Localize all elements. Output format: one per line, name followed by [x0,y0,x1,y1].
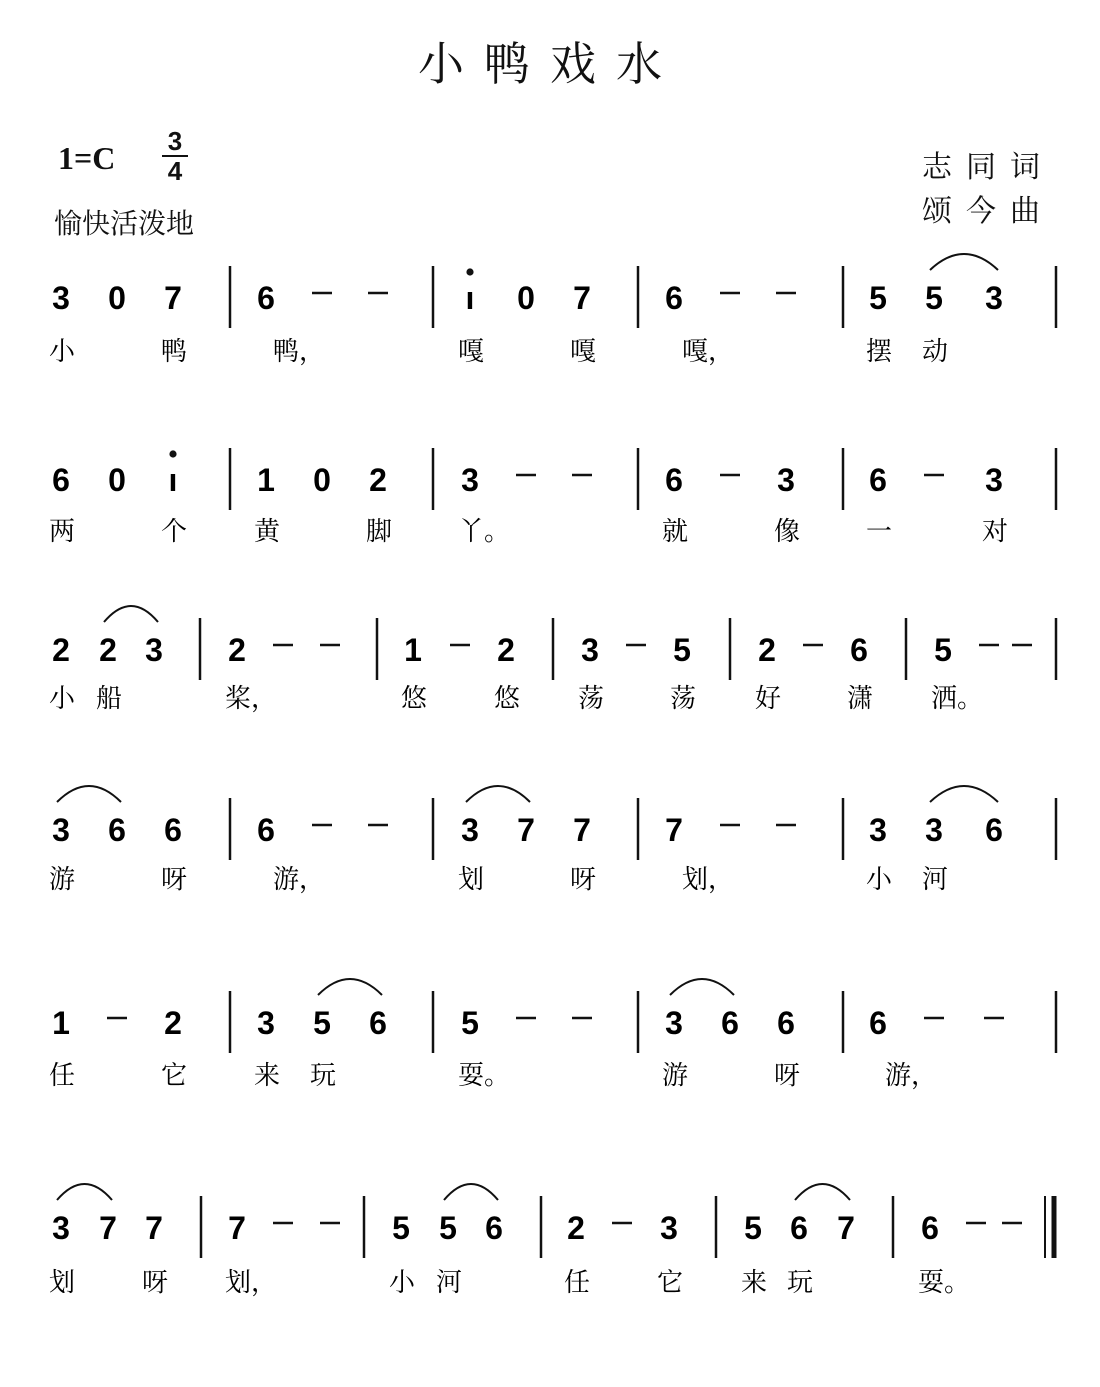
note: 7 [573,812,591,848]
lyric-syllable: 嘎 [458,337,485,367]
key-signature: 1=C [58,140,116,176]
note: 3 [52,1210,70,1246]
slur [930,786,998,802]
note: 6 [257,812,275,848]
note: 5 [869,280,887,316]
lyric-syllable: 呀 [161,865,188,895]
lyric-syllable: 黄 [254,517,281,547]
note: 3 [52,280,70,316]
note: 5 [934,632,952,668]
lyric-syllable: 玩 [787,1268,814,1298]
lyric-syllable: 小 [866,865,893,895]
lyricist-credit: 志同词 [922,150,1054,185]
note: 7 [228,1210,246,1246]
note: 7 [573,280,591,316]
note: 6 [721,1005,739,1041]
song-title: 小鸭戏水 [418,37,682,91]
lyric-syllable: 一 [866,517,893,547]
lyric-syllable: 任 [49,1061,76,1091]
lyric-syllable: 对 [982,517,1009,547]
note: 2 [369,462,387,498]
note: 6 [52,462,70,498]
slur [466,786,530,802]
note: 3 [777,462,795,498]
note: 3 [985,280,1003,316]
note: 6 [164,812,182,848]
lyric-syllable: 就 [662,517,689,547]
octave-dot [169,450,176,457]
lyric-syllable: 好 [755,684,782,714]
note: 3 [660,1210,678,1246]
lyric-syllable: 个 [161,517,188,547]
note: 2 [497,632,515,668]
note: 3 [461,462,479,498]
lyric-syllable: 划 [458,865,485,895]
slur [930,254,998,270]
note: 0 [108,280,126,316]
note: 3 [52,812,70,848]
note: 2 [758,632,776,668]
note: 6 [665,462,683,498]
lyric-syllable: 河 [436,1268,463,1298]
note: 5 [925,280,943,316]
lyric-syllable: 荡 [578,684,605,714]
lyric-syllable: 耍。 [458,1061,511,1091]
note: 2 [567,1210,585,1246]
lyric-syllable: 摆 [866,337,893,367]
note: 5 [673,632,691,668]
lyric-syllable: 小 [389,1268,416,1298]
octave-dot [466,268,473,275]
lyric-syllable: 划 [49,1268,76,1298]
slur [444,1184,498,1200]
lyric-syllable: 嘎 [570,337,597,367]
lyric-syllable: 荡 [670,684,697,714]
lyric-syllable: 桨， [225,684,278,714]
note: 3 [257,1005,275,1041]
lyric-syllable: 悠 [494,684,521,714]
note: 7 [99,1210,117,1246]
note: 7 [665,812,683,848]
note: 6 [777,1005,795,1041]
lyric-syllable: 河 [922,865,949,895]
note: 0 [313,462,331,498]
slur [57,786,121,802]
note: 2 [228,632,246,668]
note: 6 [790,1210,808,1246]
lyric-syllable: 嘎， [682,337,735,367]
lyric-syllable: 潇 [847,684,874,714]
lyric-syllable: 两 [49,517,76,547]
slur [104,606,158,622]
note: 6 [108,812,126,848]
lyric-syllable: 鸭， [273,337,326,367]
note: 3 [581,632,599,668]
note: 0 [517,280,535,316]
note: 6 [869,462,887,498]
lyric-syllable: 呀 [142,1268,169,1298]
note: 2 [99,632,117,668]
lyric-syllable: 划， [225,1268,278,1298]
note: 5 [439,1210,457,1246]
lyric-syllable: 小 [49,684,76,714]
lyric-syllable: 任 [564,1268,591,1298]
note: 1 [257,462,275,498]
note: 7 [164,280,182,316]
note: 0 [108,462,126,498]
slur [318,979,382,995]
slur [670,979,734,995]
lyric-syllable: 耍。 [918,1268,971,1298]
tempo-marking: 愉快活泼地 [54,207,195,240]
lyric-syllable: 呀 [774,1061,801,1091]
note: ı [465,280,475,316]
note: ı [168,462,178,498]
time-signature-top: 3 [167,126,183,156]
lyric-syllable: 游， [273,865,326,895]
note: 5 [744,1210,762,1246]
note: 6 [921,1210,939,1246]
note: 3 [461,812,479,848]
note: 6 [869,1005,887,1041]
lyric-syllable: 船 [96,684,123,714]
note: 2 [164,1005,182,1041]
note: 5 [461,1005,479,1041]
note: 5 [313,1005,331,1041]
lyric-syllable: 划， [682,865,735,895]
time-signature-bottom: 4 [167,156,183,186]
lyric-syllable: 它 [161,1061,188,1091]
lyric-syllable: 动 [922,337,949,367]
lyric-syllable: 游 [49,865,76,895]
note: 7 [145,1210,163,1246]
note: 6 [985,812,1003,848]
note: 6 [850,632,868,668]
note: 3 [985,462,1003,498]
note: 6 [485,1210,503,1246]
note: 1 [404,632,422,668]
lyric-syllable: 来 [741,1268,768,1298]
note: 3 [925,812,943,848]
note: 6 [665,280,683,316]
lyric-syllable: 洒。 [931,684,984,714]
note: 1 [52,1005,70,1041]
note: 7 [837,1210,855,1246]
slur [795,1184,850,1200]
note: 6 [257,280,275,316]
lyric-syllable: 来 [254,1061,281,1091]
note: 6 [369,1005,387,1041]
note: 3 [145,632,163,668]
lyric-syllable: 脚 [366,517,393,547]
lyric-syllable: 小 [49,337,76,367]
note: 2 [52,632,70,668]
lyric-syllable: 丫。 [458,517,511,547]
lyric-syllable: 鸭 [161,337,188,367]
lyric-syllable: 呀 [570,865,597,895]
lyric-syllable: 游， [885,1061,938,1091]
note: 3 [869,812,887,848]
lyric-syllable: 它 [657,1268,684,1298]
slur [57,1184,112,1200]
note: 7 [517,812,535,848]
lyric-syllable: 悠 [401,684,428,714]
lyric-syllable: 像 [774,517,801,547]
lyric-syllable: 游 [662,1061,689,1091]
composer-credit: 颂今曲 [922,194,1054,229]
note: 5 [392,1210,410,1246]
note: 3 [665,1005,683,1041]
lyric-syllable: 玩 [310,1061,337,1091]
